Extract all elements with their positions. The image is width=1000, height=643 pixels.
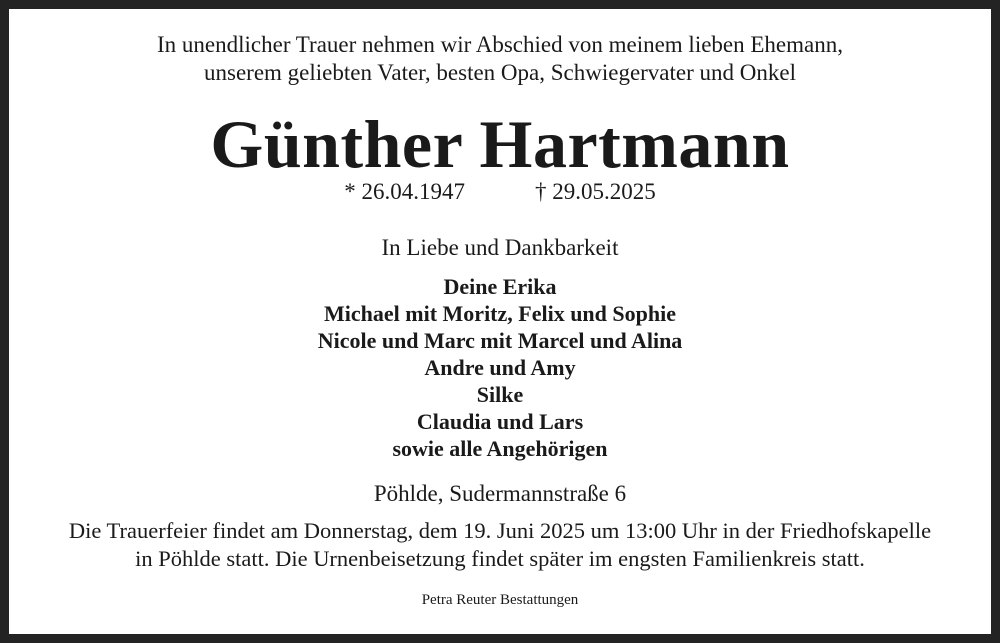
- family-member: Andre und Amy: [424, 355, 576, 380]
- death-date: † 29.05.2025: [535, 179, 656, 204]
- family-member: sowie alle Angehörigen: [392, 436, 608, 461]
- life-dates: [9, 178, 991, 206]
- intro-line-1: In unendlicher Trauer nehmen wir Abschied von meinem lieben Ehemann,: [157, 32, 843, 57]
- deceased-name: Günther Hartmann: [210, 106, 790, 182]
- intro-line-2: unserem geliebten Vater, besten Opa, Schwiegervater und Onkel: [204, 60, 796, 85]
- family-member: Claudia und Lars: [416, 409, 584, 434]
- family-member: Nicole und Marc mit Marcel und Alina: [317, 328, 683, 353]
- thanks-line: In Liebe und Dankbarkeit: [381, 235, 619, 260]
- family-member: Michael mit Moritz, Felix und Sophie: [324, 301, 676, 326]
- address: Pöhlde, Sudermannstraße 6: [373, 481, 627, 506]
- birth-date: * 26.04.1947: [344, 179, 465, 204]
- service-line-1: Die Trauerfeier findet am Donnerstag, dem 19. Juni 2025 um 13:00 Uhr in der Friedhofskapelle: [68, 518, 932, 543]
- family-member: Deine Erika: [443, 274, 557, 299]
- service-line-2: in Pöhlde statt. Die Urnenbeisetzung findet später im engsten Familienkreis statt.: [135, 546, 865, 571]
- family-member: Silke: [476, 382, 524, 407]
- undertaker: Petra Reuter Bestattungen: [421, 592, 579, 608]
